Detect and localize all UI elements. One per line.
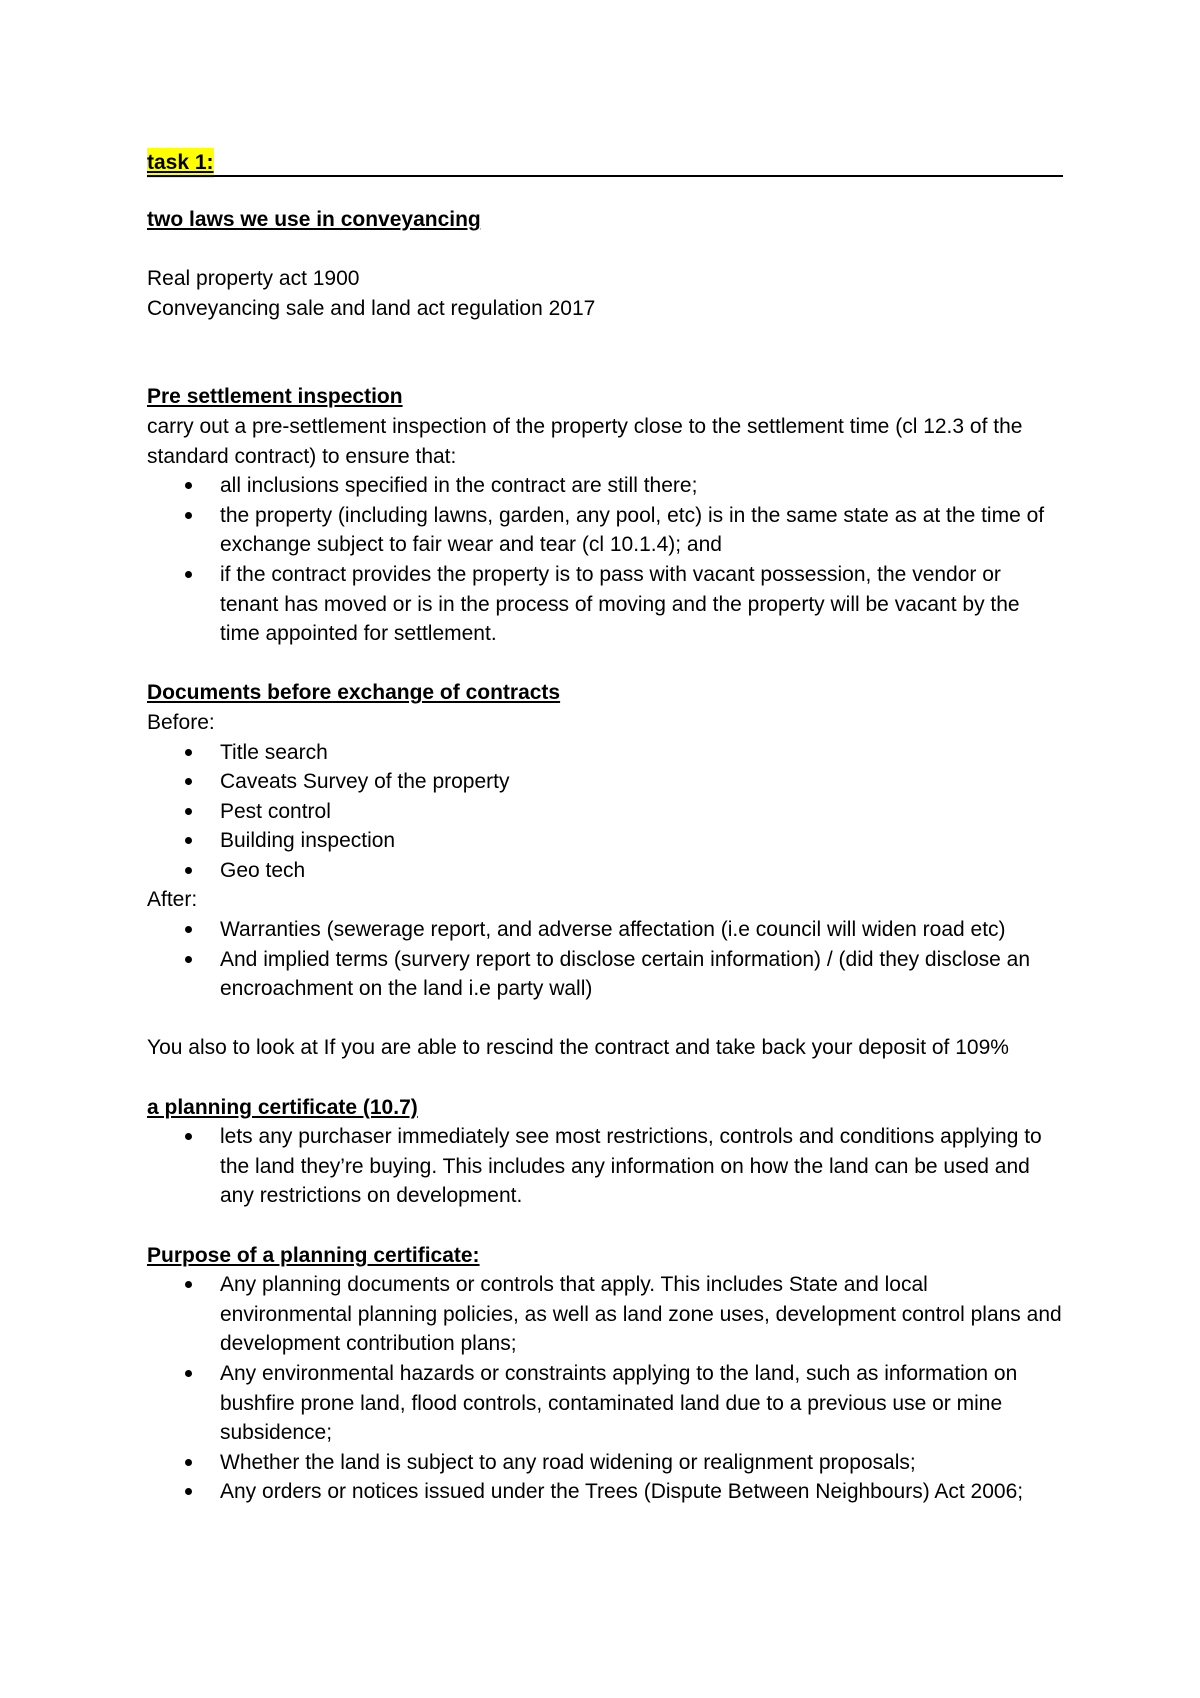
list-item: And implied terms (survery report to disclose certain information) / (did they disclose an encroachment on the land i.e party wall) — [220, 945, 1063, 1004]
list-item: Title search — [220, 738, 1063, 768]
inspection-list — [147, 471, 1063, 649]
list-item: Caveats Survey of the property — [220, 767, 1063, 797]
before-label: Before: — [147, 710, 215, 734]
documents-heading: Documents before exchange of contracts — [147, 681, 561, 705]
after-label: After: — [147, 888, 198, 912]
list-item: Any environmental hazards or constraints applying to the land, such as information on bushfire prone land, flood controls, contaminated land due to a previous use or mine subsidence; — [220, 1359, 1063, 1448]
purpose-list — [147, 1270, 1063, 1507]
list-item: if the contract provides the property is to pass with vacant possession, the vendor or tenant has moved or is in the process of moving and the property will be vacant by the time appointed for settlement. — [220, 560, 1063, 649]
purpose-heading: Purpose of a planning certificate: — [147, 1243, 480, 1267]
page-title: task 1: — [147, 148, 214, 178]
document-page — [147, 148, 1063, 1507]
list-item: Geo tech — [220, 856, 1063, 886]
inspection-heading: Pre settlement inspection — [147, 385, 403, 409]
inspection-intro: carry out a pre-settlement inspection of the property close to the settlement time (cl 12.3 of the standard contract) to ensure that: — [147, 414, 1023, 468]
list-item: all inclusions specified in the contract are still there; — [220, 471, 1063, 501]
list-item: Building inspection — [220, 826, 1063, 856]
list-item: Whether the land is subject to any road widening or realignment proposals; — [220, 1448, 1063, 1478]
list-item: the property (including lawns, garden, any pool, etc) is in the same state as at the time of exchange subject to fair wear and tear (cl 10.1.4); and — [220, 501, 1063, 560]
list-item: Any planning documents or controls that apply. This includes State and local environmental planning policies, as well as land zone uses, development control plans and development contribution plans; — [220, 1270, 1063, 1359]
title-row — [147, 148, 1063, 178]
laws-heading: two laws we use in conveyancing — [147, 208, 481, 231]
list-item: Any orders or notices issued under the Trees (Dispute Between Neighbours) Act 2006; — [220, 1477, 1063, 1507]
list-item: lets any purchaser immediately see most restrictions, controls and conditions applying to the land they’re buying. This includes any information on how the land can be used and any restrictions on development. — [220, 1122, 1063, 1211]
title-divider — [147, 175, 1063, 177]
before-list — [147, 738, 1063, 886]
list-item: Pest control — [220, 797, 1063, 827]
list-item: Warranties (sewerage report, and adverse affectation (i.e council will widen road etc) — [220, 915, 1063, 945]
rescind-note: You also to look at If you are able to rescind the contract and take back your deposit of 109% — [147, 1036, 1009, 1060]
law-item: Real property act 1900 — [147, 267, 360, 291]
after-list — [147, 915, 1063, 1004]
law-item: Conveyancing sale and land act regulation 2017 — [147, 296, 596, 320]
planning-heading: a planning certificate (10.7) — [147, 1095, 418, 1119]
planning-list — [147, 1122, 1063, 1211]
